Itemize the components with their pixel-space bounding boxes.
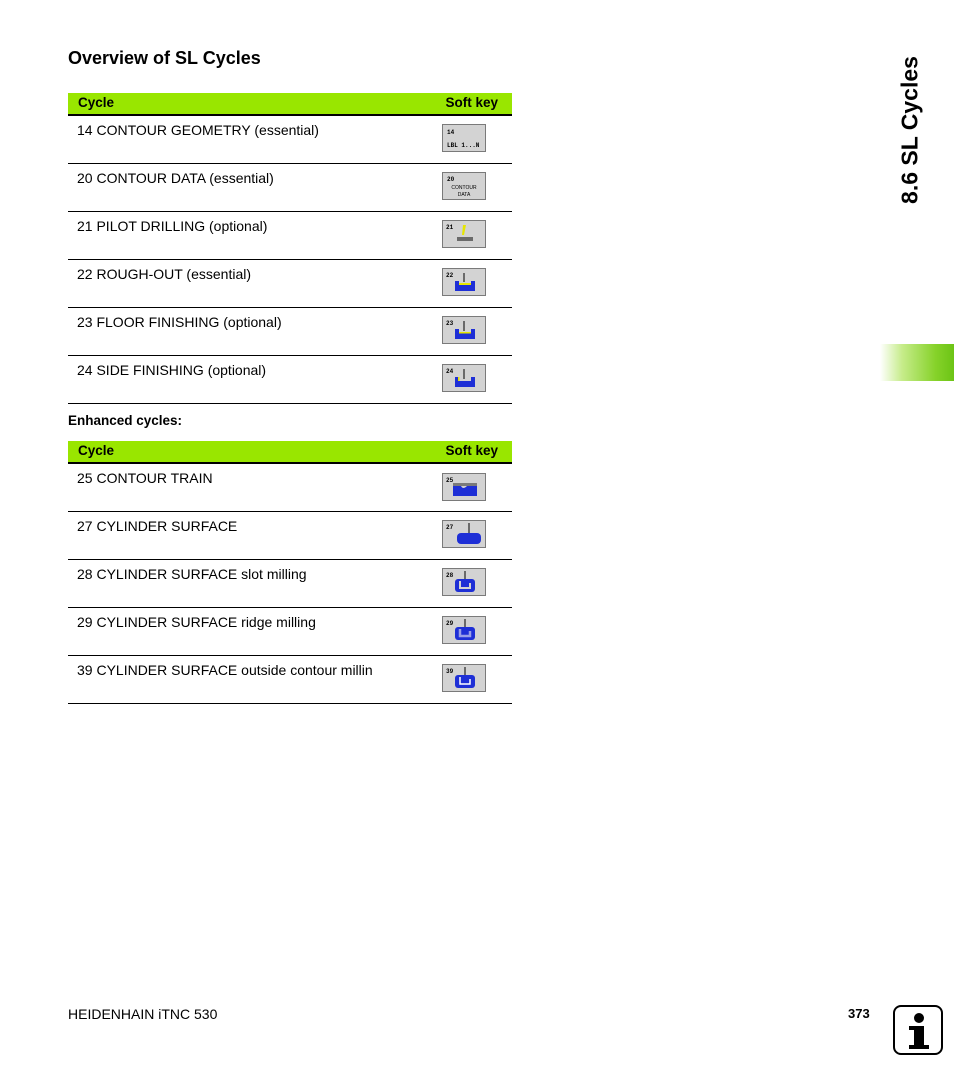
chapter-tab-marker: [880, 344, 954, 381]
info-icon: [893, 1005, 943, 1055]
table-header: [68, 441, 512, 464]
softkey-text: LBL 1...N: [447, 142, 480, 149]
softkey-column-header: Soft key: [445, 95, 498, 110]
table-row: [68, 464, 512, 512]
cycle-label: 27 CYLINDER SURFACE: [77, 518, 238, 534]
softkey-text: CONTOUR: [451, 185, 477, 191]
softkey-number: 39: [446, 668, 454, 675]
lbl-softkey-icon[interactable]: [442, 124, 486, 152]
softkey-column-header: Soft key: [445, 443, 498, 458]
sl-cycles-table: [68, 93, 512, 404]
page-number: 373: [848, 1006, 870, 1021]
cycle-label: 39 CYLINDER SURFACE outside contour millin: [77, 662, 373, 678]
table-row: [68, 512, 512, 560]
softkey-number: 25: [446, 477, 454, 484]
ridge-milling-softkey-icon[interactable]: [442, 616, 486, 644]
softkey-number: 28: [446, 572, 454, 579]
cycle-label: 29 CYLINDER SURFACE ridge milling: [77, 614, 316, 630]
cycle-column-header: Cycle: [78, 95, 115, 110]
section-title-text: 8.6 SL Cycles: [896, 56, 923, 204]
enhanced-cycles-heading: Enhanced cycles:: [68, 413, 183, 428]
softkey-number: 21: [446, 224, 454, 231]
cycle-label: 22 ROUGH-OUT (essential): [77, 266, 252, 282]
table-row: [68, 356, 512, 404]
softkey-number: 23: [446, 320, 454, 327]
floor-finishing-softkey-icon[interactable]: [442, 316, 486, 344]
table-row: [68, 560, 512, 608]
table-row: [68, 608, 512, 656]
slot-milling-softkey-icon[interactable]: [442, 568, 486, 596]
softkey-number: 24: [446, 368, 454, 375]
cycle-label: 23 FLOOR FINISHING (optional): [77, 314, 282, 330]
table-row: [68, 260, 512, 308]
table-row: [68, 116, 512, 164]
contour-train-softkey-icon[interactable]: [442, 473, 486, 501]
table-row: [68, 308, 512, 356]
table-row: [68, 656, 512, 704]
contour-data-softkey-icon[interactable]: [442, 172, 486, 200]
outside-contour-softkey-icon[interactable]: [442, 664, 486, 692]
softkey-number: 14: [447, 129, 455, 136]
softkey-number: 22: [446, 272, 454, 279]
page-heading: Overview of SL Cycles: [68, 48, 261, 68]
cycle-label: 20 CONTOUR DATA (essential): [77, 170, 274, 186]
softkey-number: 27: [446, 524, 454, 531]
cycle-column-header: Cycle: [78, 443, 115, 458]
enhanced-cycles-table: [68, 441, 512, 704]
softkey-text: DATA: [457, 192, 471, 198]
cycle-label: 25 CONTOUR TRAIN: [77, 470, 213, 486]
table-header: [68, 93, 512, 116]
footer-product-name: HEIDENHAIN iTNC 530: [68, 1006, 218, 1022]
cycle-label: 14 CONTOUR GEOMETRY (essential): [77, 122, 319, 138]
cycle-label: 21 PILOT DRILLING (optional): [77, 218, 268, 234]
table-row: [68, 164, 512, 212]
rough-out-softkey-icon[interactable]: [442, 268, 486, 296]
pilot-drilling-softkey-icon[interactable]: [442, 220, 486, 248]
side-finishing-softkey-icon[interactable]: [442, 364, 486, 392]
cylinder-surface-softkey-icon[interactable]: [442, 520, 486, 548]
chapter-section-title: [880, 40, 940, 220]
table-row: [68, 212, 512, 260]
cycle-label: 24 SIDE FINISHING (optional): [77, 362, 267, 378]
cycle-label: 28 CYLINDER SURFACE slot milling: [77, 566, 307, 582]
softkey-number: 20: [447, 176, 455, 183]
softkey-number: 29: [446, 620, 454, 627]
